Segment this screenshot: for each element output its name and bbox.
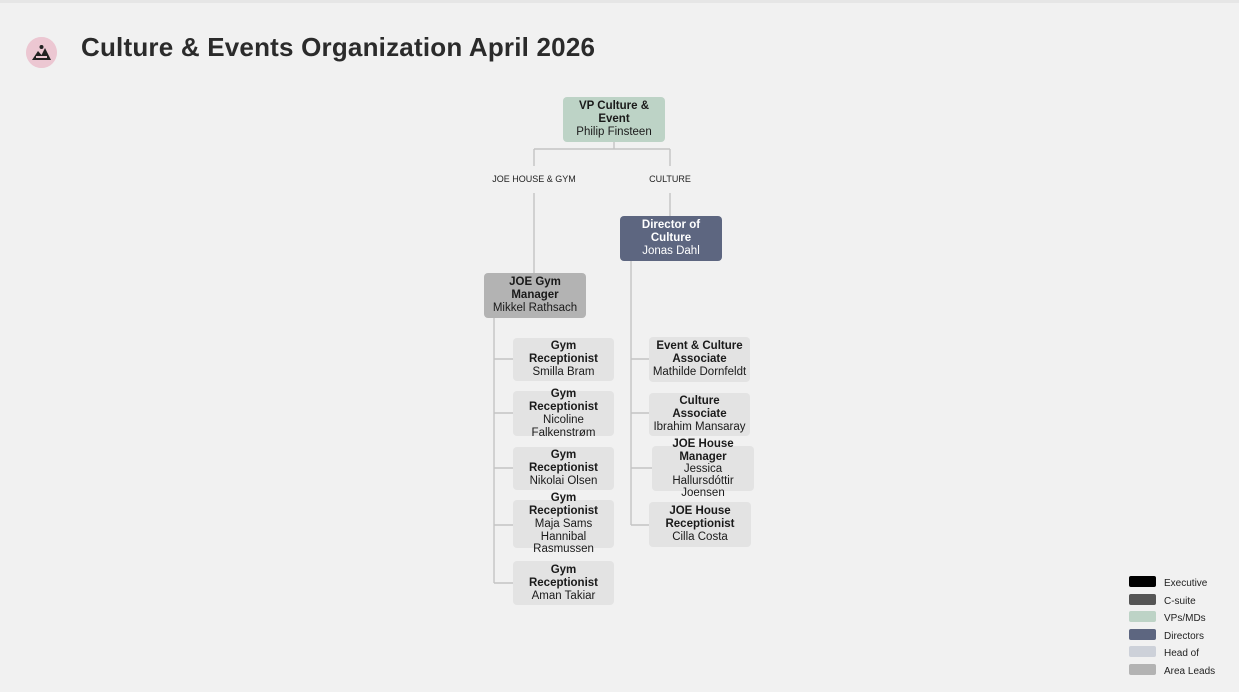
org-node-gym-member[interactable]: [513, 388, 614, 439]
legend-swatch: [1129, 576, 1156, 587]
legend-label: Executive: [1164, 578, 1208, 589]
legend-swatch: [1129, 611, 1156, 622]
node-name: Maja Sams Hannibal Rasmussen: [533, 518, 594, 556]
node-name: Ibrahim Mansaray: [653, 421, 746, 434]
node-name: Aman Takiar: [531, 589, 596, 602]
org-node-gym-member[interactable]: [513, 447, 614, 490]
org-node-culture-member[interactable]: [652, 438, 754, 499]
node-name: Jessica Hallursdóttir Joensen: [672, 463, 734, 499]
node-name: Jonas Dahl: [642, 245, 700, 258]
org-node-vp[interactable]: [563, 97, 665, 142]
page-title: Culture & Events Organization April 2026: [81, 32, 596, 62]
node-role: JOE Gym Manager: [509, 276, 561, 302]
org-node-gym-member[interactable]: [513, 561, 614, 605]
org-node-culture-member[interactable]: [649, 337, 750, 382]
branch-label-culture: CULTURE: [649, 174, 691, 184]
node-name: Nicoline Falkenstrøm: [531, 414, 596, 439]
node-role: Culture Associate: [672, 395, 727, 421]
legend-swatch: [1129, 594, 1156, 605]
node-name: Nikolai Olsen: [529, 475, 598, 488]
org-node-gym-manager[interactable]: [484, 273, 586, 318]
org-node-culture-member[interactable]: [649, 393, 750, 436]
node-role: Gym Receptionist: [528, 563, 598, 589]
legend-label: C-suite: [1164, 595, 1196, 607]
legend-swatch: [1129, 664, 1156, 675]
legend-swatch: [1129, 629, 1156, 640]
node-role: Director of Culture: [641, 219, 701, 245]
org-node-culture-member[interactable]: [649, 502, 751, 547]
legend-swatch: [1129, 646, 1156, 657]
node-role: Gym Receptionist: [528, 388, 598, 413]
node-role: JOE House Receptionist: [665, 505, 735, 531]
node-name: Smilla Bram: [532, 366, 595, 379]
legend-label: Area Leads: [1164, 665, 1216, 677]
node-role: Gym Receptionist: [528, 340, 598, 366]
node-role: Gym Receptionist: [528, 492, 598, 518]
node-name: Mikkel Rathsach: [492, 302, 578, 315]
node-role: JOE House Manager: [672, 438, 734, 463]
node-name: Philip Finsteen: [576, 126, 652, 139]
org-node-gym-member[interactable]: [513, 338, 614, 381]
node-role: VP Culture & Event: [578, 100, 650, 126]
legend-label: Directors: [1164, 630, 1205, 642]
node-role: Gym Receptionist: [528, 449, 598, 475]
node-name: Mathilde Dornfeldt: [652, 366, 747, 379]
node-name: Cilla Costa: [672, 531, 728, 544]
org-node-director-culture[interactable]: [620, 216, 722, 261]
legend-label: Head of: [1164, 648, 1200, 659]
legend-label: VPs/MDs: [1164, 613, 1206, 624]
branch-label-gym: JOE HOUSE & GYM: [492, 174, 576, 184]
org-node-gym-member[interactable]: [513, 492, 614, 556]
node-role: Event & Culture Associate: [656, 340, 743, 366]
